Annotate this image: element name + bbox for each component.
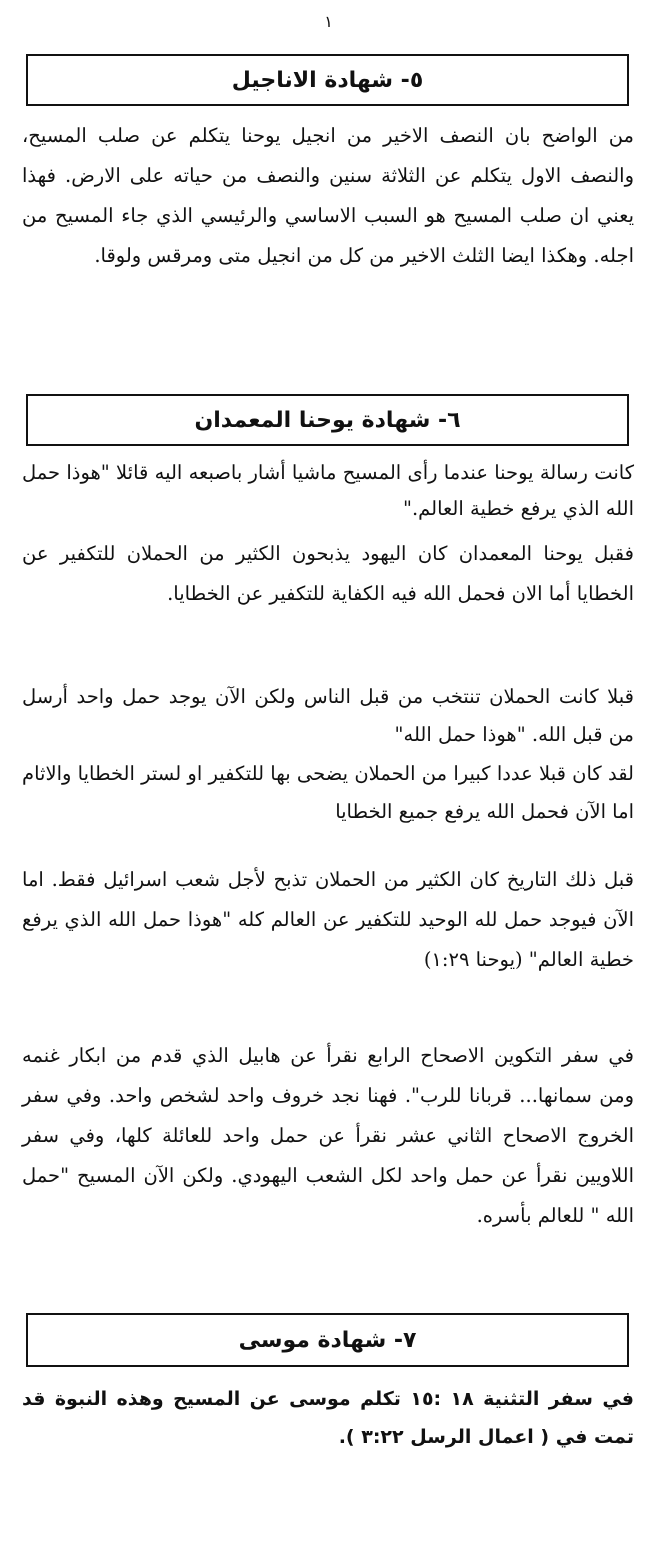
section-paragraph: في سفر التثنية ١٨ :١٥ تكلم موسى عن المسيح وهذه النبوة قد تمت في ( اعمال الرسل ٣:٢٢ ). [22,1388,634,1448]
section-heading-john-baptist: ٦- شهادة يوحنا المعمدان [26,394,629,446]
section-paragraph: فقبل يوحنا المعمدان كان اليهود يذبحون الكثير من الحملان للتكفير عن الخطايا أما الان فحمل الله فيه الكفاية للتكفير عن الخطايا. [22,542,634,605]
section-heading-moses: ٧- شهادة موسى [26,1313,629,1367]
section-heading-gospels: ٥- شهادة الاناجيل [26,54,629,106]
section-paragraph: قبلا كانت الحملان تنتخب من قبل الناس ولكن الآن يوجد حمل واحد أرسل من قبل الله. "هوذا حمل الله" [22,685,634,746]
page-number: ١ [324,12,333,31]
section-paragraph: قبل ذلك التاريخ كان الكثير من الحملان تذبح لأجل شعب اسرائيل فقط. اما الآن فيوجد حمل لله الوحيد للتكفير عن العالم كله "هوذا حمل الله الذي يرفع خطية العالم" (يوحنا ١:٢٩) [22,868,634,971]
section-paragraph: في سفر التكوين الاصحاح الرابع نقرأ عن هابيل الذي قدم من ابكار غنمه ومن سمانها... قربانا للرب". فهنا نجد خروف واحد لشخص واحد. وفي سفر الخروج الاصحاح الثاني عشر نقرأ عن حمل واحد للعائلة كلها، وفي سفر اللاويين نقرأ عن حمل واحد لكل الشعب اليهودي. ولكن الآن المسيح "حمل الله " للعالم بأسره. [22,1044,634,1227]
section-paragraph: لقد كان قبلا عددا كبيرا من الحملان يضحى بها للتكفير او لستر الخطايا والاثام اما الآن فحمل الله يرفع جميع الخطايا [22,762,634,823]
section-paragraph: من الواضح بان النصف الاخير من انجيل يوحنا يتكلم عن صلب المسيح، والنصف الاول يتكلم عن الثلاثة سنين والنصف من حياته على الارض. فهذا يعني ان صلب المسيح هو السبب الاساسي والرئيسي الذي جاء المسيح من اجله. وهكذا ايضا الثلث الاخير من كل من انجيل متى ومرقس ولوقا. [22,124,634,267]
section-paragraph: كانت رسالة يوحنا عندما رأى المسيح ماشيا أشار باصبعه اليه قائلا "هوذا حمل الله الذي يرفع خطية العالم." [22,461,634,520]
